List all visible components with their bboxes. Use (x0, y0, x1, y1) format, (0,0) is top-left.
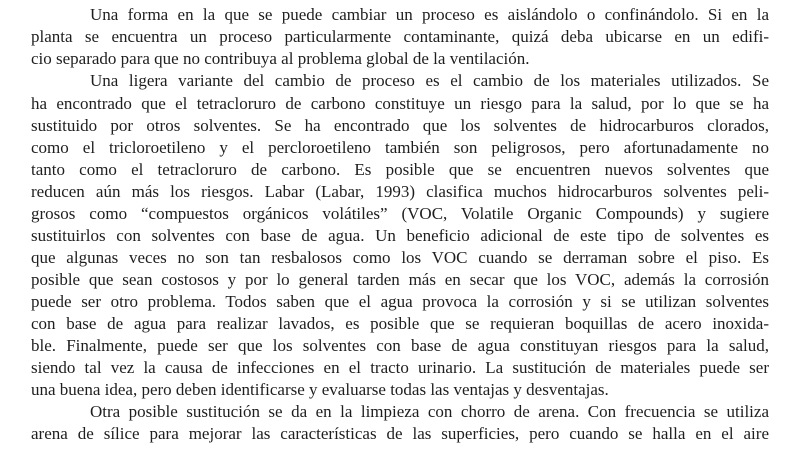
paragraph-2-line-12: con base de agua para realizar lavados, es posible que se requieran boquillas de acero inoxida- (31, 314, 769, 333)
paragraph-2-line-9: que algunas veces no son tan resbalosos como los VOC cuando se derraman sobre el piso. Es (31, 248, 769, 267)
paragraph-2-line-7: grosos como “compuestos orgánicos volátiles” (VOC, Volatile Organic Compounds) y sugiere (31, 204, 769, 223)
paragraph-2-line-14: siendo tal vez la causa de infecciones en el tracto urinario. La sustitución de materiales puede ser (31, 358, 769, 377)
paragraph-2-line-5: tanto como el tetracloruro de carbono. Es posible que se encuentren nuevos solventes que (31, 160, 769, 179)
paragraph-2-line-3: sustituido por otros solventes. Se ha encontrado que los solventes de hidrocarburos clorados, (31, 116, 769, 135)
paragraph-2-line-11: puede ser otro problema. Todos saben que el agua provoca la corrosión y si se utilizan solventes (31, 292, 769, 311)
paragraph-2-line-4: como el tricloroetileno y el percloroetileno también son peligrosos, pero afortunadamente no (31, 138, 769, 157)
paragraph-2-line-13: ble. Finalmente, puede ser que los solventes con base de agua constituyan riesgos para la salud, (31, 336, 769, 355)
paragraph-2-line-6: reducen aún más los riesgos. Labar (Labar, 1993) clasifica muchos hidrocarburos solventes peli- (31, 182, 769, 201)
paragraph-1-line-3: cio separado para que no contribuya al problema global de la ventilación. (31, 49, 530, 68)
paragraph-2-line-2: ha encontrado que el tetracloruro de carbono constituye un riesgo para la salud, por lo que se ha (31, 94, 769, 113)
paragraph-3-line-1: Otra posible sustitución se da en la limpieza con chorro de arena. Con frecuencia se utiliza (90, 402, 769, 421)
paragraph-2-line-10: posible que sean costosos y por lo general tarden más en secar que los VOC, además la corrosión (31, 270, 769, 289)
paragraph-2-line-1: Una ligera variante del cambio de proceso es el cambio de los materiales utilizados. Se (90, 71, 769, 90)
paragraph-2-line-8: sustituirlos con solventes con base de agua. Un beneficio adicional de este tipo de solventes es (31, 226, 769, 245)
paragraph-2-line-15: una buena idea, pero deben identificarse y evaluarse todas las ventajas y desventajas. (31, 380, 609, 399)
paragraph-3-line-2: arena de sílice para mejorar las características de las superficies, pero cuando se halla en el aire (31, 424, 769, 443)
paragraph-1-line-1: Una forma en la que se puede cambiar un proceso es aislándolo o confinándolo. Si en la (90, 5, 769, 24)
paragraph-1-line-2: planta se encuentra un proceso particularmente contaminante, quizá deba ubicarse en un edifi- (31, 27, 769, 46)
